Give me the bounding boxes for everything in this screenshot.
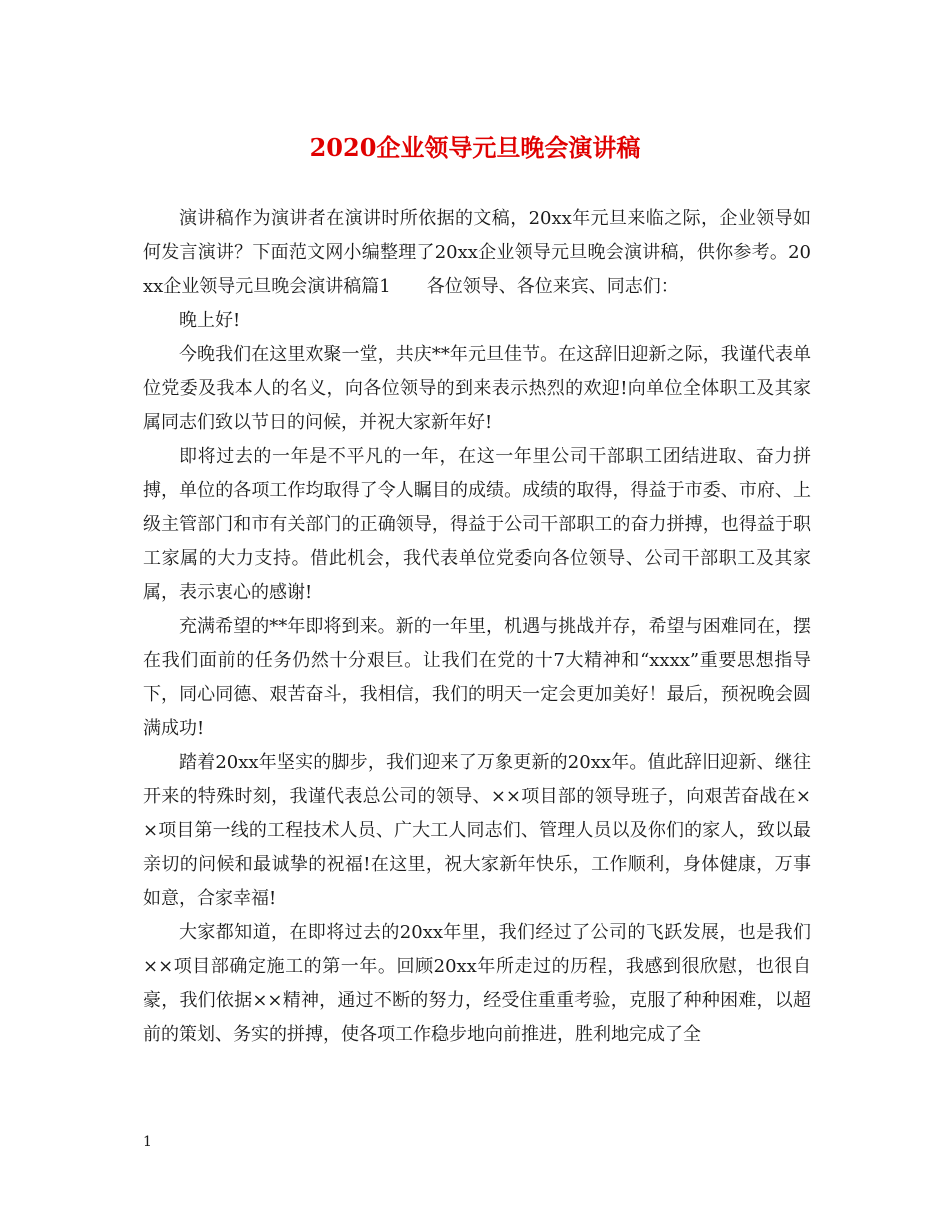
document-title: 2020企业领导元旦晚会演讲稿 xyxy=(309,133,641,162)
paragraph-achievements: 即将过去的一年是不平凡的一年，在这一年里公司干部职工团结进取、奋力拼搏，单位的各项工作均取得了令人瞩目的成绩。成绩的取得，得益于市委、市府、上级主管部门和市有关部门的正确领导，得益于公司干部职工的奋力拼搏，也得益于职工家属的大力支持。借此机会，我代表单位党委向各位领导、公司干部职工及其家属，表示衷心的感谢! xyxy=(143,446,811,603)
paragraph-review: 大家都知道，在即将过去的20xx年里，我们经过了公司的飞跃发展，也是我们××项目部确定施工的第一年。回顾20xx年所走过的历程，我感到很欣慰，也很自豪，我们依据××精神，通过不断的努力，经受住重重考验，克服了种种困难，以超前的策划、务实的拼搏，使各项工作稳步地向前推进，胜利地完成了全 xyxy=(143,922,811,1045)
document-body xyxy=(143,202,811,1052)
paragraph-new-year: 踏着20xx年坚实的脚步，我们迎来了万象更新的20xx年。值此辞旧迎新、继往开来的特殊时刻，我谨代表总公司的领导、××项目部的领导班子，向艰苦奋战在××项目第一线的工程技术人员、广大工人同志们、管理人员以及你们的家人，致以最亲切的问候和最诚挚的祝福!在这里，祝大家新年快乐，工作顺利，身体健康，万事如意，合家幸福! xyxy=(143,752,811,909)
paragraph-greeting: 晚上好! xyxy=(179,310,241,331)
page-number: 1 xyxy=(143,1134,152,1150)
paragraph-welcome: 今晚我们在这里欢聚一堂，共庆**年元旦佳节。在这辞旧迎新之际，我谨代表单位党委及我本人的名义，向各位领导的到来表示热烈的欢迎!向单位全体职工及其家属同志们致以节日的问候，并祝大家新年好! xyxy=(143,344,811,433)
paragraph-intro: 演讲稿作为演讲者在演讲时所依据的文稿，20xx年元旦来临之际，企业领导如何发言演讲？下面范文网小编整理了20xx企业领导元旦晚会演讲稿，供你参考。20xx企业领导元旦晚会演讲稿篇1 各位领导、各位来宾、同志们： xyxy=(143,208,811,297)
paragraph-hope: 充满希望的**年即将到来。新的一年里，机遇与挑战并存，希望与困难同在，摆在我们面前的任务仍然十分艰巨。让我们在党的十7大精神和“xxxx”重要思想指导下，同心同德、艰苦奋斗，我相信，我们的明天一定会更加美好！最后，预祝晚会圆满成功! xyxy=(143,616,811,739)
